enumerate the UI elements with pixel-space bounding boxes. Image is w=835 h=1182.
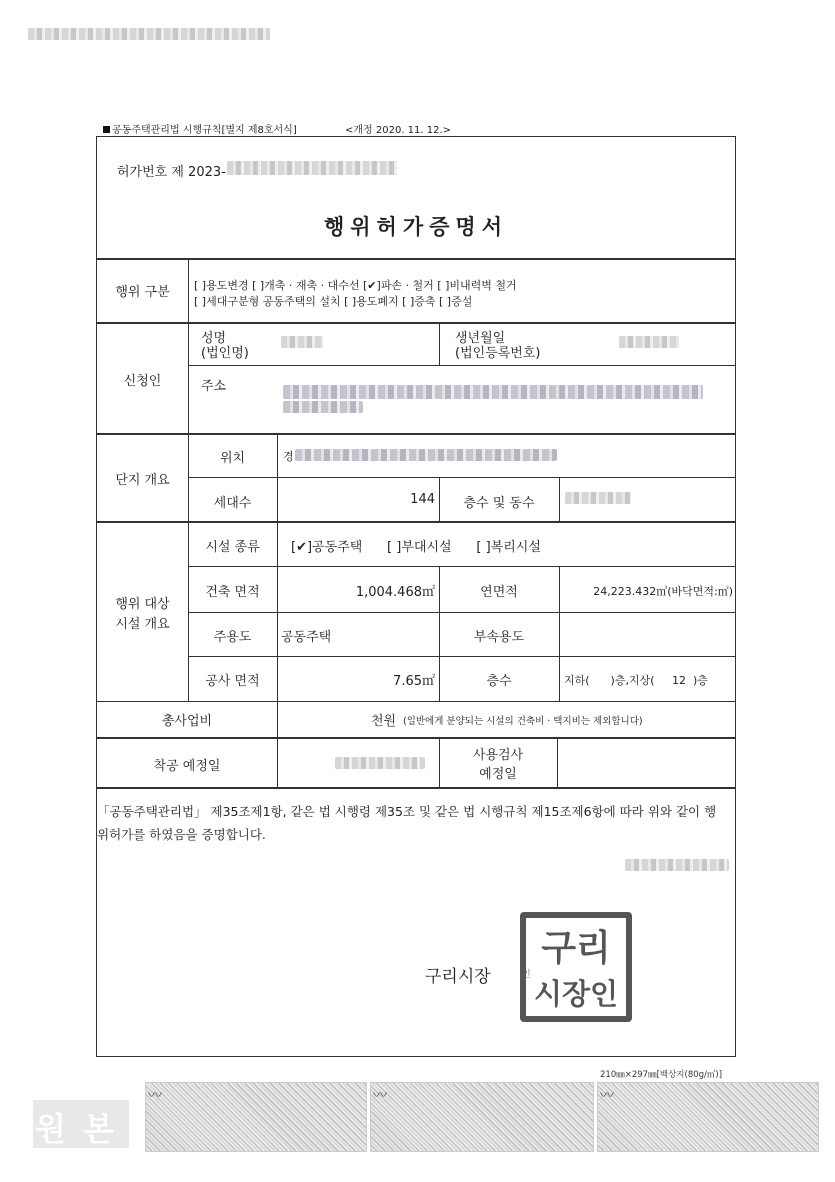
households-label: 세대수 — [213, 496, 252, 511]
form-label-text: 공동주택관리법 시행규칙[별지 제8호서식] — [112, 125, 297, 136]
swirl-icon: 〰 — [600, 1088, 614, 1104]
original-watermark — [33, 1100, 129, 1148]
watermark-char-2: 본 — [83, 1110, 114, 1148]
stories-value: 지하( )층,지상( 12 )층 — [564, 674, 708, 687]
building-area-value: 1,004.468㎡ — [355, 585, 435, 600]
location-prefix: 경 — [283, 450, 294, 463]
total-cost-label: 총사업비 — [161, 714, 213, 729]
redacted-start-date — [335, 757, 425, 769]
redacted-birth — [619, 336, 679, 348]
inspection-label-1: 사용검사 — [472, 748, 524, 763]
complex-label: 단지 개요 — [115, 473, 170, 488]
watermark-char-1: 원 — [35, 1110, 66, 1148]
form-label — [103, 121, 297, 136]
square-bullet-icon — [103, 126, 110, 133]
work-area-label: 공사 면적 — [205, 674, 260, 689]
statement-line-2: 위허가를 하였음을 증명합니다. — [97, 827, 266, 842]
accessory-use-label: 부속용도 — [473, 630, 525, 645]
stamp-line-1: 구리 — [541, 928, 611, 969]
name-label-corp: (법인명) — [201, 346, 249, 361]
security-pattern-3 — [597, 1082, 819, 1152]
issuer-name: 구리시장 — [425, 967, 491, 987]
households-value: 144 — [410, 492, 435, 507]
birth-label-corp: (법인등록번호) — [455, 346, 541, 361]
floor-area-label: 연면적 — [480, 585, 518, 600]
redacted-location — [295, 449, 557, 461]
redacted-name — [281, 336, 323, 348]
document-title: 행위허가증명서 — [323, 215, 508, 239]
official-seal-stamp — [520, 912, 632, 1022]
work-area-value: 7.65㎡ — [393, 674, 435, 689]
facility-type-value: [✔]공동주택 [ ]부대시설 [ ]복리시설 — [291, 540, 541, 555]
applicant-label: 신청인 — [123, 374, 162, 389]
paper-spec: 210㎜×297㎜[백상지(80g/㎡)] — [600, 1070, 723, 1080]
stamp-line-2: 시장인 — [533, 977, 619, 1011]
facility-label-1: 행위 대상 — [115, 597, 170, 612]
floors-buildings-label: 층수 및 동수 — [463, 496, 535, 511]
total-cost-note: (일반에게 분양되는 시설의 건축비 · 택지비는 제외합니다) — [403, 716, 643, 727]
birth-label: 생년월일 — [455, 331, 506, 346]
action-type-options-1: [ ]용도변경 [ ]개축 · 재축 · 대수선 [✔]파손 · 철거 [ ]비내력벽 철거 — [194, 279, 517, 292]
action-type-label: 행위 구분 — [115, 285, 170, 300]
stories-label: 층수 — [486, 674, 512, 689]
location-label: 위치 — [219, 451, 246, 466]
seal-mark: 인 — [522, 970, 531, 980]
security-pattern-1 — [145, 1082, 367, 1152]
redacted-issue-date — [625, 859, 729, 871]
name-label: 성명 — [201, 331, 227, 346]
revision-date: <개정 2020. 11. 12.> — [345, 125, 452, 136]
action-type-options-2: [ ]세대구분형 공동주택의 설치 [ ]용도폐지 [ ]증축 [ ]증설 — [194, 295, 473, 308]
facility-type-label: 시설 종류 — [205, 540, 260, 555]
permit-number-label: 허가번호 제 2023- — [117, 165, 226, 180]
redacted-address-1 — [283, 385, 703, 399]
main-use-value: 공동주택 — [281, 630, 332, 645]
redacted-address-2 — [283, 401, 363, 413]
start-date-label: 착공 예정일 — [153, 759, 221, 774]
address-label: 주소 — [201, 379, 227, 394]
certificate-form — [96, 136, 736, 1057]
redacted-floors-buildings — [565, 492, 631, 504]
inspection-label-2: 예정일 — [479, 767, 517, 782]
building-area-label: 건축 면적 — [205, 585, 260, 600]
statement-line-1: 「공동주택관리법」 제35조제1항, 같은 법 시행령 제35조 및 같은 법 시행규칙 제15조제6항에 따라 위와 같이 행 — [97, 804, 717, 819]
main-use-label: 주용도 — [213, 630, 252, 645]
total-cost-unit: 천원 — [371, 714, 397, 729]
redacted-permit-number — [227, 161, 397, 175]
swirl-icon: 〰 — [148, 1088, 162, 1104]
facility-label-2: 시설 개요 — [115, 617, 170, 632]
swirl-icon: 〰 — [373, 1088, 387, 1104]
redacted-header-text — [28, 28, 270, 40]
security-pattern-2 — [370, 1082, 594, 1152]
floor-area-value: 24,223.432㎡(바닥면적:㎡) — [593, 585, 733, 598]
